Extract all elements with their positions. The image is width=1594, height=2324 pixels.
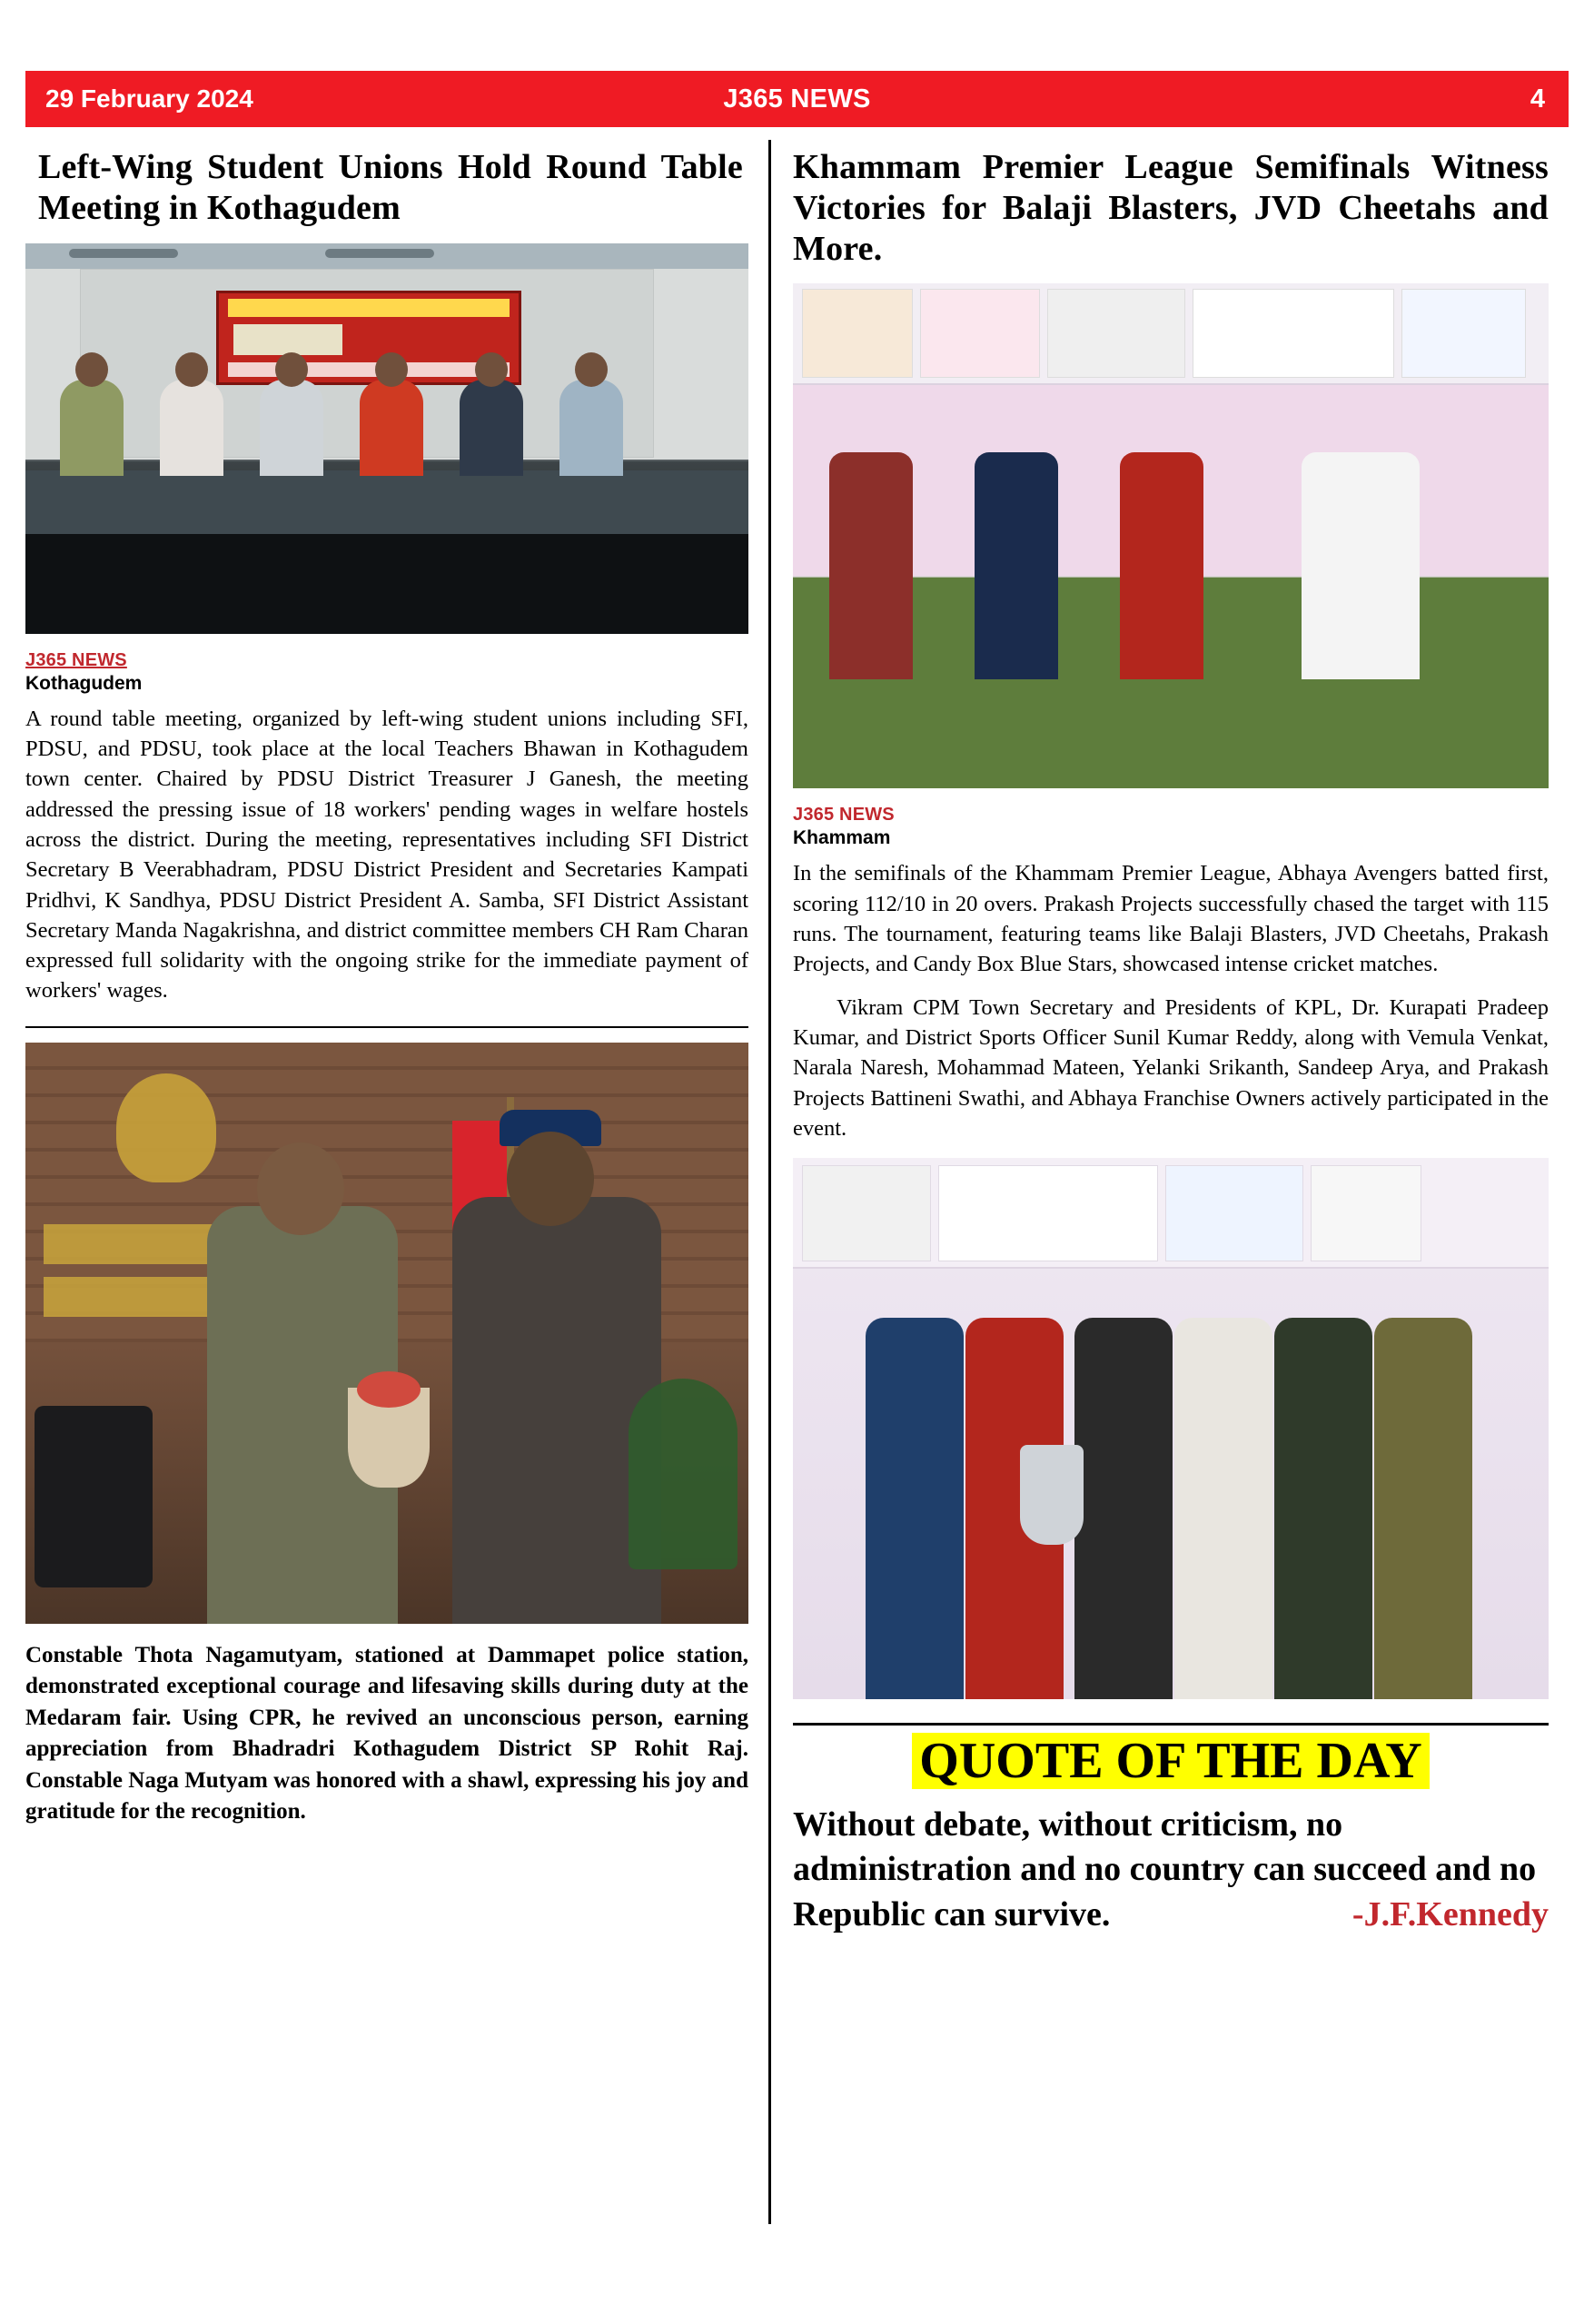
office-chair [35,1406,153,1587]
sponsor-logo [1165,1165,1303,1261]
sponsor-logo [802,1165,931,1261]
bouquet-flowers [357,1371,421,1408]
right-article-paragraph-2: Vikram CPM Town Secretary and Presidents of KPL, Dr. Kurapati Pradeep Kumar, and District Sports Officer Sunil Kumar Reddy, along with Vemula Venkat, Narala Naresh, Mohammad Mateen, Yelanki Srikanth, Sandeep Arya, and Prakash Projects Battineni Swathi, and Abhaya Franchise Owners actively participated in the event. [793,994,1549,1141]
left-article-byline [25,650,748,695]
sponsor-logo [1401,289,1526,378]
photo-person [360,380,423,476]
sponsor-logo [1047,289,1185,378]
byline-place: Khammam [793,827,891,849]
right-article-photo [793,283,1549,788]
photo-person [829,452,913,679]
left-article-paragraph: A round table meeting, organized by left-wing student unions including SFI, PDSU, and PDSU, took place at the local Teachers Bhawan in Kothagudem town center. Chaired by PDSU District Treasurer J Ganesh, the meeting addressed the pressing issue of 18 workers' pending wages in welfare hostels across the district. During the meeting, representatives including SFI District Secretary B Veerabhadram, PDSU District President and Secretaries Kampati Pridhvi, K Sandhya, PDSU District President A. Samba, SFI District Assistant Secretary Manda Nagakrishna, and district committee members CH Ram Charan expressed full solidarity with the ongoing strike for the immediate payment of workers' wages. [25,706,748,1004]
byline-source: J365 NEWS [793,805,895,826]
photo-person [1374,1318,1472,1699]
photo-person [60,380,124,476]
person-head [475,352,508,387]
photo-person [866,1318,964,1699]
photo-floor [25,534,748,634]
sponsor-logo [920,289,1040,378]
masthead [25,71,1569,127]
ceiling-fan-icon [325,249,434,258]
photo-person [1120,452,1203,679]
left-second-photo [25,1043,748,1624]
photo-person [260,380,323,476]
person-head [257,1142,344,1235]
bouquet-icon [348,1388,430,1488]
photo-person [559,380,623,476]
right-article-headline: Khammam Premier League Semifinals Witness Victories for Balaji Blasters, JVD Cheetahs and More. [793,148,1549,268]
person-head [507,1132,594,1226]
newspaper-page [0,71,1594,2324]
left-second-photo-caption: Constable Thota Nagamutyam, stationed at Dammapet police station, demonstrated exceptional courage and lifesaving skills during duty at the Medaram fair. Using CPR, he revived an unconscious person, earning appreciation from Bhadradri Kothagudem District SP Rohit Raj. Constable Naga Mutyam was honored with a shawl, expressing his joy and gratitude for the recognition. [25,1642,748,1825]
right-article-paragraph-1: In the semifinals of the Khammam Premier League, Abhaya Avengers batted first, scoring 112/10 in 20 overs. Prakash Projects successfully chased the target with 115 runs. The tournament, featuring teams like Balaji Blasters, JVD Cheetahs, Prakash Projects, and Candy Box Blue Stars, showcased intense cricket matches. [793,861,1549,977]
left-column [25,140,768,2229]
person-head [575,352,608,387]
photo-person [160,380,223,476]
quote-author: -J.F.Kennedy [1351,1894,1549,1933]
quote-title-text: QUOTE OF THE DAY [912,1733,1429,1789]
photo-person [460,380,523,476]
emblem-icon [116,1073,216,1182]
masthead-page-number: 4 [1530,84,1545,114]
page-columns [25,140,1569,2229]
quote-of-the-day-text [793,1803,1549,1937]
sponsor-logo [802,289,913,378]
right-article-byline [793,805,1549,849]
person-head [375,352,408,387]
right-second-photo [793,1158,1549,1699]
person-head [275,352,308,387]
masthead-title: J365 NEWS [723,84,871,114]
person-head [75,352,108,387]
masthead-date: 29 February 2024 [45,84,253,113]
sponsor-logo [938,1165,1158,1261]
person-head [175,352,208,387]
left-article-photo [25,243,748,634]
byline-source: J365 NEWS [25,649,127,670]
quote-divider [793,1723,1549,1726]
quote-of-the-day-title [793,1735,1549,1788]
photo-table [25,470,748,534]
left-section-divider [25,1026,748,1028]
left-article-headline: Left-Wing Student Unions Hold Round Table Meeting in Kothagudem [38,148,743,227]
quote-text: Without debate, without criticism, no administration and no country can succeed and no Republic can survive. [793,1805,1537,1933]
plant-icon [629,1379,738,1569]
trophy-icon [1020,1445,1084,1545]
sponsor-logo [1311,1165,1421,1261]
photo-person [1174,1318,1272,1699]
ceiling-fan-icon [69,249,178,258]
photo-person [1302,452,1420,679]
banner-line-2 [228,362,510,377]
photo-person [1274,1318,1372,1699]
photo-person [1074,1318,1173,1699]
right-column [771,140,1549,2229]
banner-portrait [233,324,342,355]
sponsor-logo [1193,289,1394,378]
byline-place: Kothagudem [25,672,143,694]
banner-line-1 [228,299,510,317]
photo-person [975,452,1058,679]
